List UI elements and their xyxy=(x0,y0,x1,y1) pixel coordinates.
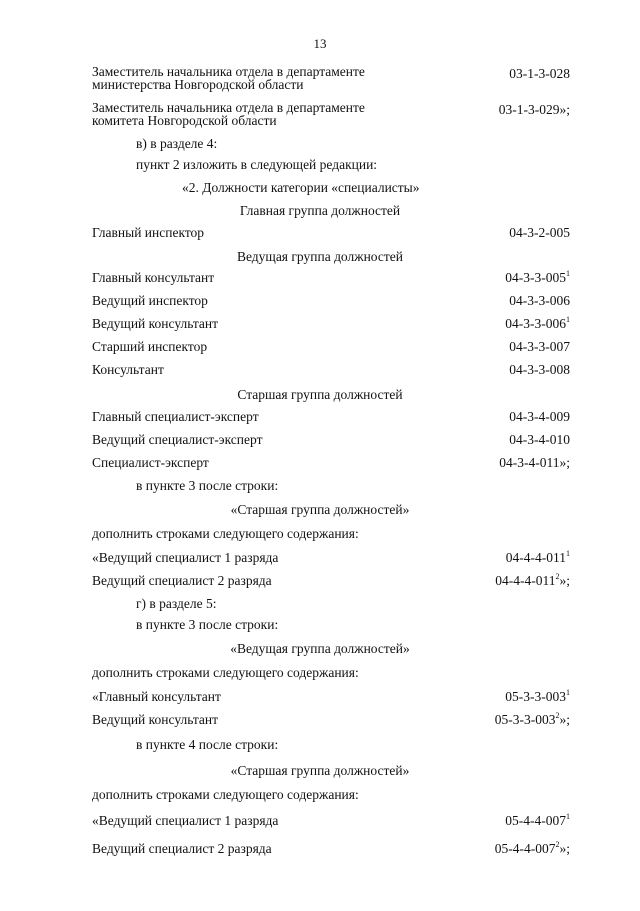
row-title-line1: Заместитель начальника отдела в департаменте xyxy=(92,100,365,115)
page-number: 13 xyxy=(313,36,327,51)
position-code: 04-3-2-005 xyxy=(509,225,570,240)
position-code: $04-3-3-005^1$ xyxy=(505,268,570,285)
position-code: 04-3-4-009 xyxy=(509,409,570,424)
quoted-line-senior: «Старшая группа должностей» xyxy=(230,502,410,517)
position-code: $05-3-3-003^2$»; xyxy=(494,710,570,727)
row-code: 03-1-3-028 xyxy=(509,66,570,81)
category-title: «2. Должности категории «специалисты» xyxy=(182,180,420,195)
quoted-line-leading: «Ведущая группа должностей» xyxy=(230,641,410,656)
position-code: 04-3-4-011»; xyxy=(499,455,570,470)
position-code: $04-3-3-006^1$ xyxy=(505,314,570,331)
position-code: $04-4-4-011^1$ xyxy=(505,548,570,565)
section4-instruction: в) в разделе 4: xyxy=(136,136,218,151)
position-code: 04-3-3-006 xyxy=(509,293,570,308)
position-title: «Ведущий специалист 1 разряда xyxy=(92,550,279,565)
add-rows-instruction: дополнить строками следующего содержания: xyxy=(92,526,359,541)
position-code: $04-4-4-011^2$»; xyxy=(495,571,570,588)
position-title: Специалист-эксперт xyxy=(92,455,209,470)
position-code: $05-3-3-003^1$ xyxy=(505,687,570,704)
position-title: «Ведущий специалист 1 разряда xyxy=(92,813,279,828)
add-rows-instruction-3: дополнить строками следующего содержания: xyxy=(92,787,359,802)
add-rows-instruction-2: дополнить строками следующего содержания: xyxy=(92,665,359,680)
position-title: Главный инспектор xyxy=(92,225,205,240)
group-heading-leading: Ведущая группа должностей xyxy=(236,249,403,264)
position-code: 04-3-4-010 xyxy=(509,432,570,447)
position-title: Старший инспектор xyxy=(92,339,208,354)
position-title: Главный специалист-эксперт xyxy=(92,409,259,424)
point3-instruction-2: в пункте 3 после строки: xyxy=(136,617,279,632)
point4-instruction: в пункте 4 после строки: xyxy=(136,737,279,752)
position-title: Ведущий консультант xyxy=(92,316,219,331)
position-title: Ведущий инспектор xyxy=(92,293,208,308)
position-code: $05-4-4-007^2$»; xyxy=(494,839,570,856)
position-title: Ведущий специалист-эксперт xyxy=(92,432,263,447)
position-title: Ведущий специалист 2 разряда xyxy=(92,573,272,588)
position-title: «Главный консультант xyxy=(92,689,221,704)
row-title-line1: Заместитель начальника отдела в департаменте xyxy=(92,64,365,79)
position-code: 04-3-3-007 xyxy=(509,339,570,354)
position-code: 04-3-3-008 xyxy=(509,362,570,377)
row-code: 03-1-3-029»; xyxy=(498,102,570,117)
position-title: Главный консультант xyxy=(92,270,215,285)
position-code: $05-4-4-007^1$ xyxy=(505,811,570,828)
point2-instruction: пункт 2 изложить в следующей редакции: xyxy=(136,157,378,172)
quoted-line-senior-2: «Старшая группа должностей» xyxy=(230,763,410,778)
group-heading-main: Главная группа должностей xyxy=(239,203,401,218)
section5-instruction: г) в разделе 5: xyxy=(136,596,217,611)
row-title-line2: комитета Новгородской области xyxy=(92,113,277,128)
group-heading-senior: Старшая группа должностей xyxy=(237,387,403,402)
position-title: Консультант xyxy=(92,362,164,377)
point3-instruction: в пункте 3 после строки: xyxy=(136,478,279,493)
position-title: Ведущий специалист 2 разряда xyxy=(92,841,272,856)
position-title: Ведущий консультант xyxy=(92,712,219,727)
row-title-line2: министерства Новгородской области xyxy=(92,77,304,92)
